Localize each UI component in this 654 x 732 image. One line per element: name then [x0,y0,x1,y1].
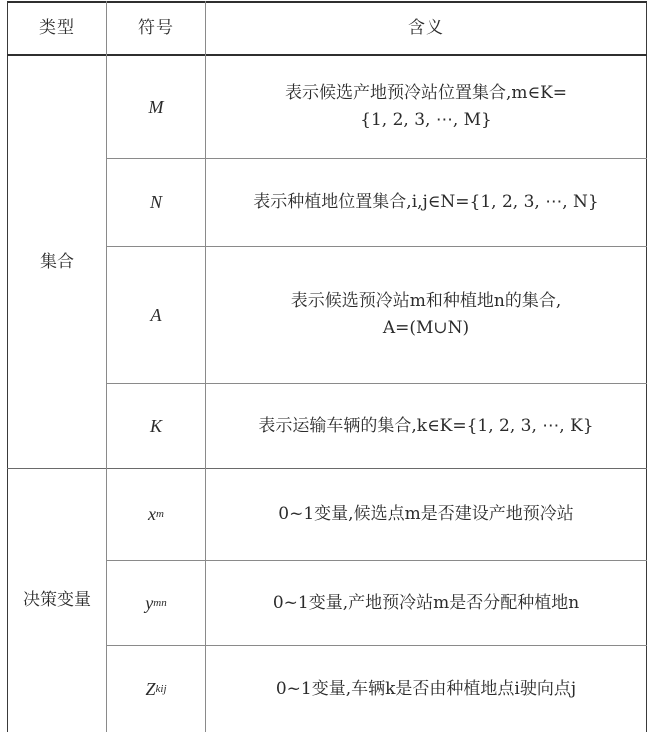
meaning-line: 0~1变量,车辆k是否由种植地点i驶向点j [275,678,577,699]
meaning-M [206,56,646,158]
meaning-line: 0~1变量,产地预冷站m是否分配种植地n [272,592,580,613]
type-decision-variables: 决策变量 [23,590,91,610]
symbol-subscript: m [156,508,164,520]
header-type: 类型 [39,18,75,38]
header-meaning: 含义 [408,18,444,38]
meaning-y-mn [206,561,646,645]
meaning-Z-kij [206,646,646,732]
meaning-A [206,247,646,383]
symbol-subscript: mn [153,596,167,609]
meaning-N [206,159,646,246]
symbol-y-mn: y mn [107,561,205,645]
meaning-line: 表示运输车辆的集合,k∈K={1, 2, 3, ⋯, K} [258,415,594,436]
symbol-x-m: x m [107,469,205,560]
meaning-line: {1, 2, 3, ⋯, M} [360,110,492,130]
meaning-line: 表示候选产地预冷站位置集合,m∈K= [284,83,568,103]
symbol-A: A [150,304,162,325]
meaning-x-m [206,469,646,560]
symbol-K: K [149,415,162,436]
meaning-line: 表示候选预冷站m和种植地n的集合, [290,291,562,311]
header-symbol: 符号 [138,18,174,38]
symbol-M: M [148,96,164,117]
meaning-K [206,384,646,468]
meaning-line: 表示种植地位置集合,i,j∈N={1, 2, 3, ⋯, N} [253,192,599,212]
symbol-N: N [149,192,162,212]
meaning-line: A=(M∪N) [382,318,470,338]
symbol-subscript: kij [155,682,167,695]
meaning-line: 0~1变量,候选点m是否建设产地预冷站 [278,504,574,524]
type-sets: 集合 [40,251,74,272]
symbol-Z-kij: Z kij [107,646,205,732]
